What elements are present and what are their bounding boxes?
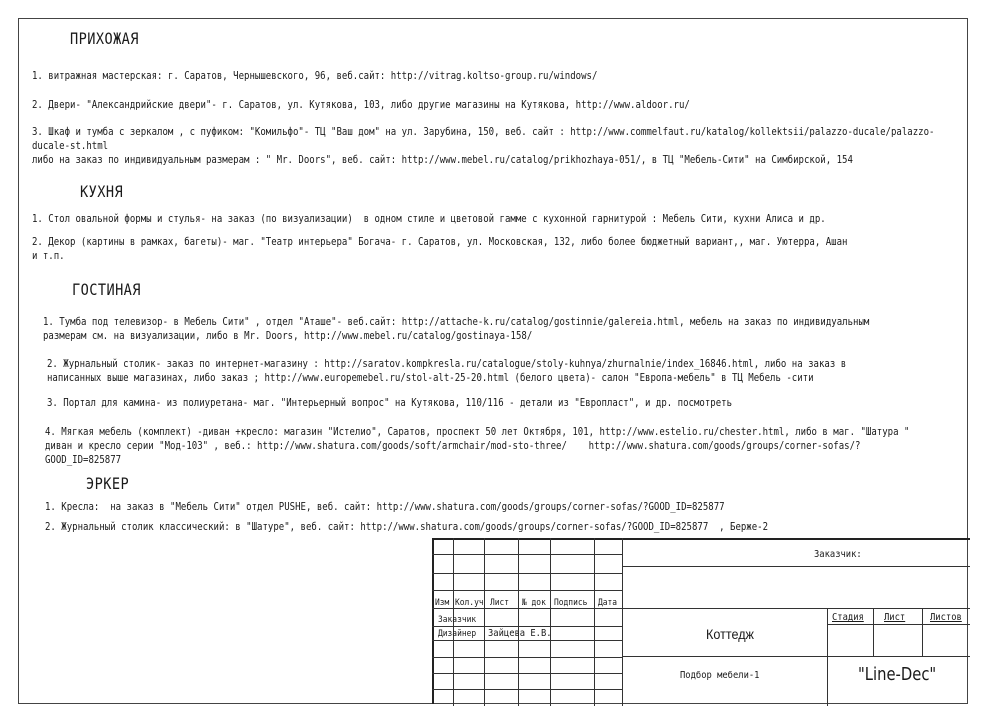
row-customer-label: Заказчик <box>438 615 477 625</box>
col-header-sheet: Лист <box>490 598 510 608</box>
col-header-qty: Кол.уч <box>455 598 484 608</box>
hall-item-2: 2. Двери- "Александрийские двери"- г. Саратов, ул. Кутякова, 103, либо другие магазины на Кутякова, http://www.aldoor.ru/ <box>32 99 690 111</box>
company-name: "Line-Dec" <box>858 664 937 685</box>
stage-label: Стадия <box>832 612 864 623</box>
row-designer-label: Дизайнер <box>438 629 477 639</box>
bay-item-1: 1. Кресла: на заказ в "Мебель Сити" отдел PUSHE, веб. сайт: http://www.shatura.com/goods/groups/corner-sofas/?GOOD_ID=825877 <box>45 501 725 513</box>
col-header-doc-no: № док <box>522 598 546 608</box>
hall-item-3: 3. Шкаф и тумба с зеркалом , с пуфиком: "Комильфо"- ТЦ "Ваш дом" на ул. Зарубина, 150, веб. сайт : http://www.commelfaut.ru/katalog/kollektsii/palazzo-ducale/palazzo- ducale-st.html либо на заказ по индивидуальным размерам : " Mr. Doors", веб. сайт: http://www.mebel.ru/catalog/prikhozhaya-051/, в ТЦ "Мебель-Сити" на Симбирской, 154 <box>32 126 935 167</box>
drawing-title: Подбор мебели-1 <box>680 670 760 681</box>
section-title-hall: ПРИХОЖАЯ <box>70 29 139 48</box>
title-block <box>432 538 970 704</box>
bay-item-2: 2. Журнальный столик классический: в "Шатуре", веб. сайт: http://www.shatura.com/goods/groups/corner-sofas/?GOOD_ID=825877 , Берже-2 <box>45 521 769 533</box>
living-item-3: 3. Портал для камина- из полиуретана- маг. "Интерьерный вопрос" на Кутякова, 110/116 - детали из "Европласт", и др. посмотреть <box>47 397 733 409</box>
living-item-4: 4. Мягкая мебель (комплект) -диван +кресло: магазин "Истелио", Саратов, проспект 50 лет Октября, 101, http://www.estelio.ru/chester.html, либо в маг. "Шатура " диван и кресло серии "Мод-103" , веб.: http://www.shatura.com/goods/soft/armchair/mod-sto-three/ http://www.shatura.com/goods/groups/corner-sofas/? GOOD_ID=825877 <box>45 426 910 467</box>
project-name: Коттедж <box>706 626 754 642</box>
col-header-signature: Подпись <box>554 598 588 608</box>
designer-name: Зайцева Е.В. <box>488 628 552 639</box>
col-header-change: Изм <box>435 598 450 608</box>
living-item-1: 1. Тумба под телевизор- в Мебель Сити" , отдел "Аташе"- веб.сайт: http://attache-k.ru/catalog/gostinnie/galereia.html, мебель на заказ по индивидуальным размерам см. на визуализации, либо в Mr. Doors, http://www.mebel.ru/catalog/gostinaya-158/ <box>43 316 870 343</box>
living-item-2: 2. Журнальный столик- заказ по интернет-магазину : http://saratov.kompkresla.ru/catalogue/stoly-kuhnya/zhurnalnie/index_16846.html, либо на заказ в написанных выше магазинах, либо заказ ; http://www.europemebel.ru/stol-alt-25-20.html (белого цвета)- салон "Европа-мебель" в ТЦ Мебель -сити <box>47 358 847 385</box>
customer-header: Заказчик: <box>814 549 862 560</box>
section-title-living: ГОСТИНАЯ <box>72 280 141 299</box>
hall-item-1: 1. витражная мастерская: г. Саратов, Чернышевского, 96, веб.сайт: http://vitrag.koltso-group.ru/windows/ <box>32 70 598 82</box>
section-title-bay: ЭРКЕР <box>86 474 130 493</box>
sheets-label: Листов <box>930 612 962 623</box>
sheet-label: Лист <box>884 612 906 623</box>
kitchen-item-2: 2. Декор (картины в рамках, багеты)- маг. "Театр интерьера" Богача- г. Саратов, ул. Московская, 132, либо более бюджетный вариант,, маг. Уютерра, Ашан и т.п. <box>32 236 848 263</box>
col-header-date: Дата <box>598 598 618 608</box>
kitchen-item-1: 1. Стол овальной формы и стулья- на заказ (по визуализации) в одном стиле и цветовой гамме с кухонной гарнитурой : Мебель Сити, кухни Алиса и др. <box>32 213 826 225</box>
section-title-kitchen: КУХНЯ <box>80 182 124 201</box>
